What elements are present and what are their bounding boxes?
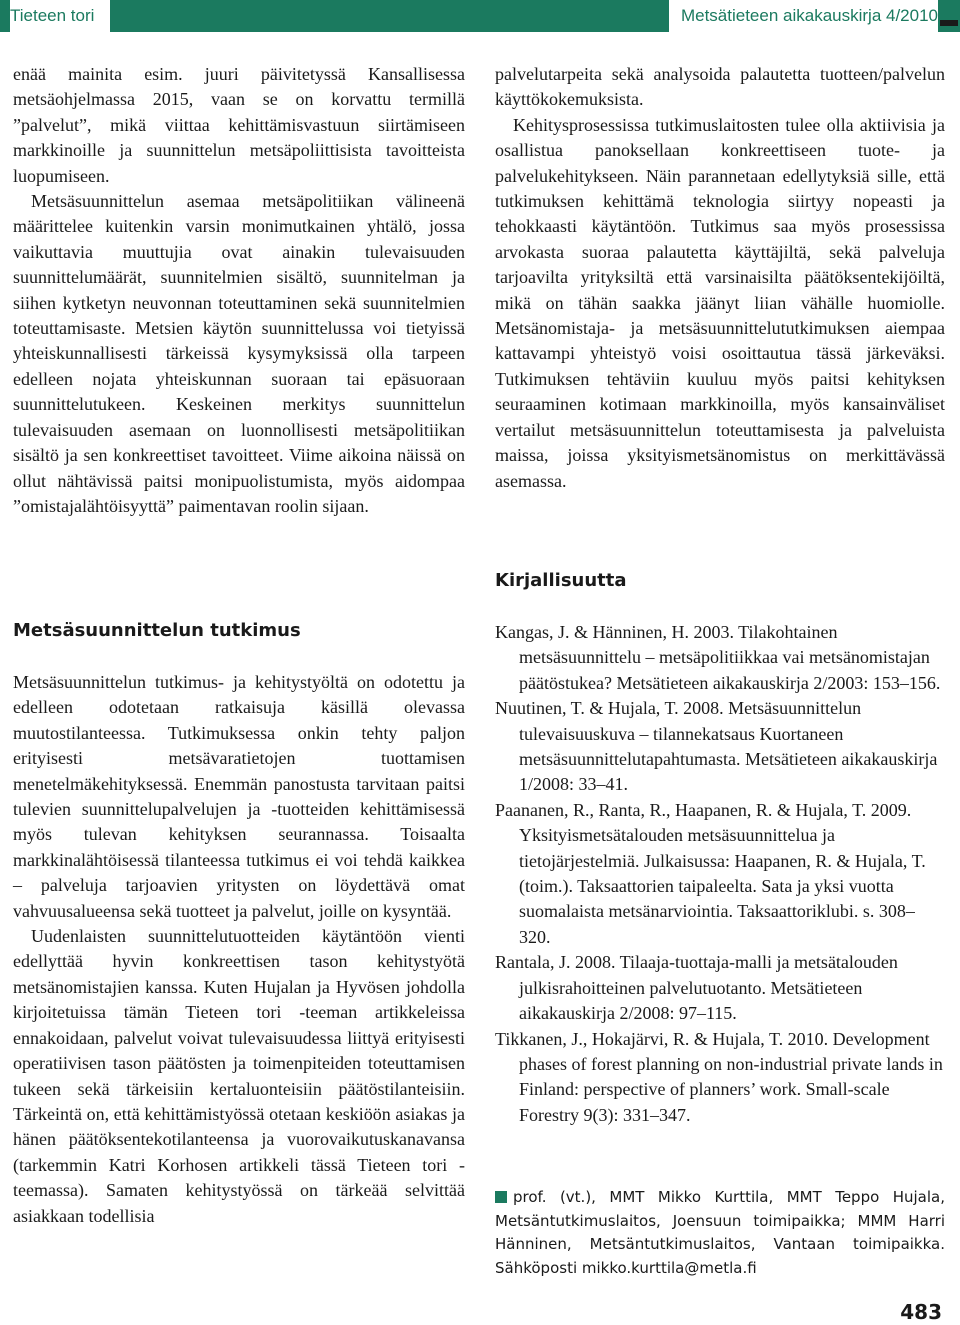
square-bullet-icon [495, 1191, 507, 1203]
left-column-bottom [13, 670, 465, 1229]
journal-title: Metsätieteen aikakauskirja 4/2010 [669, 0, 938, 32]
paragraph: Metsäsuunnittelun tutkimus- ja kehitystyöltä on odotettu ja edelleen odotetaan ratkaisuja käsillä olevassa muutostilanteessa. Tutkimuksessa onkin tehty paljon erityisesti metsävaratietojen tuottamisen menetelmäkehityksessä. Enemmän panostusta tarvitaan paitsi tulevien suunnittelupalvelujen ja -tuotteiden kehittämisessä myös tulevan kehityksen seurannassa. Toisaalta markkinalähtöisessä tilanteessa tutkimus ei voi tehdä kaikkea – palveluja tarjoavien yritysten on löydettävä omat vahvuusalueensa sekä tuotteet ja palvelut, joille on kysyntää. [13, 672, 465, 921]
affiliation-text: prof. (vt.), MMT Mikko Kurttila, MMT Teppo Hujala, Metsäntutkimuslaitos, Joensuun toimipaikka; MMM Harri Hänninen, Metsäntutkimuslaitos, Vantaan toimipaikka. Sähköposti mikko.kurttila@metla.fi [495, 1188, 945, 1277]
reference-item: Kangas, J. & Hänninen, H. 2003. Tilakohtainen metsäsuunnittelu – metsäpolitiikkaa vai metsänomistajan päätöstukea? Metsätieteen aikakauskirja 2/2003: 153–156. [495, 622, 941, 693]
page-header [0, 0, 960, 32]
author-affiliation [495, 1186, 945, 1280]
paragraph: Metsäsuunnittelun asemaa metsäpolitiikan välineenä määrittelee kuitenkin varsin monimutkainen yhtälö, jossa vaikuttavia muuttujia ovat ainakin tulevaisuuden suunnittelumäärät, suunnitelmien sisältö, suunnitelman ja siihen kytketyn neuvonnan toteuttaminen sekä suunnitelmien toteuttamisaste. Metsien käytön suunnittelussa voi tietyissä yhteiskunnallisesti tärkeissä kysymyksissä olla tarpeen edelleen nojata yhteiskunnan suoraan tai epäsuoraan suunnittelutukeen. Keskeinen merkitys suunnittelun tulevaisuuden asemaan on luonnollisesti metsäpolitiikan sisältö ja sen konkreettiset tavoitteet. Viime aikoina näissä on ollut nähtävissä paitsi monipuolistumista, myös aidompaa ”omistajalähtöisyyttä” paimentavan roolin sijaan. [13, 191, 465, 516]
reference-item: Paananen, R., Ranta, R., Haapanen, R. & Hujala, T. 2009. Yksityismetsätalouden metsäsuunnittelua ja tietojärjestelmiä. Julkaisussa: Haapanen, R. & Hujala, T. (toim.). Taksaattorien taipaleelta. Sata ja yksi vuotta suomalaista metsänarviointia. Taksaattoriklubi. s. 308–320. [495, 799, 926, 947]
header-bar-mark [940, 20, 958, 26]
section-heading: Metsäsuunnittelun tutkimus [13, 620, 301, 641]
reference-item: Rantala, J. 2008. Tilaaja-tuottaja-malli ja metsätalouden julkisrahoitteinen palvelutuotanto. Metsätieteen aikakauskirja 2/2008: 97–115. [495, 952, 898, 1024]
reference-list [495, 620, 945, 1128]
reference-item: Tikkanen, J., Hokajärvi, R. & Hujala, T. 2010. Development phases of forest planning on non-industrial private lands in Finland: perspective of planners’ work. Small-scale Forestry 9(3): 331–347. [495, 1028, 943, 1125]
section-label: Tieteen tori [10, 0, 110, 32]
paragraph: Uudenlaisten suunnittelutuotteiden käytäntöön vienti edellyttää hyvin konkreettisen tason kehitystyötä metsänomistajien kanssa. Kuten Hujalan ja Hyvösen johdolla kirjoitetuissa tämän Tieteen tori -teeman artikkeleissa ennakoidaan, palvelut voivat tulevaisuudessa liittyä erityisesti operatiivisen tason päätösten ja toimenpiteiden toteuttamisen tukeen sekä tärkeisiin kertaluonteisiin päätöstilanteisiin. Tärkeintä on, että kehittämistyössä otetaan keskiöön asiakas ja hänen päätöksentekotilanteensa ja vuorovaikutuskanavansa (tarkemmin Katri Korhosen artikkeli tässä Tieteen tori -teemassa). Samaten kehitystyössä on tärkeää selvittää asiakkaan todellisia [13, 926, 465, 1226]
reference-item: Nuutinen, T. & Hujala, T. 2008. Metsäsuunnittelun tulevaisuuskuva – tilannekatsaus Kuortaneen metsäsuunnittelutapahtumasta. Metsätieteen aikakauskirja 1/2008: 33–41. [495, 698, 938, 795]
paragraph: enää mainita esim. juuri päivitetyssä Kansallisessa metsäohjelmassa 2015, vaan se on korvattu termillä ”palvelut”, mikä viittaa kehittämisvastuun siirtämiseen markkinoille ja suunnittelun metsäpoliittisista tavoitteista luopumiseen. [13, 64, 465, 186]
paragraph: Kehitysprosessissa tutkimuslaitosten tulee olla aktiivisia ja osallistua panoksellaan konkreettiseen tuote- ja palvelukehitykseen. Näin parannetaan edellytyksiä sille, että tutkimuksen kehittämä teknologia siirtyy nopeasti ja tehokkaasti käytäntöön. Tutkimus saa myös prosessissa arvokasta suoraa palautetta käyttäjiltä, sekä palveluja tarjoavilta yrityksiltä että varsinaisilta päätöksentekijöiltä, mikä on tähän saakka jäänyt liian vähälle huomiolle. Metsänomistaja- ja metsäsuunnittelututkimuksen aiempaa kattavampi yhteistyö voisi osoittautua tässä järkeväksi. Tutkimuksen tehtäviin kuuluu myös paitsi kehityksen seuraaminen kotimaan markkinoilla, myös kansainväliset vertailut metsäsuunnittelun toteuttamisesta ja palveluista maissa, joissa yksityismetsänomistus on merkittävässä asemassa. [495, 114, 945, 491]
left-column-top [13, 62, 465, 519]
references-heading: Kirjallisuutta [495, 570, 627, 591]
paragraph: palvelutarpeita sekä analysoida palautetta tuotteen/palvelun käyttökokemuksista. [495, 64, 945, 110]
page-number: 483 [900, 1300, 942, 1324]
right-column-top [495, 62, 945, 494]
